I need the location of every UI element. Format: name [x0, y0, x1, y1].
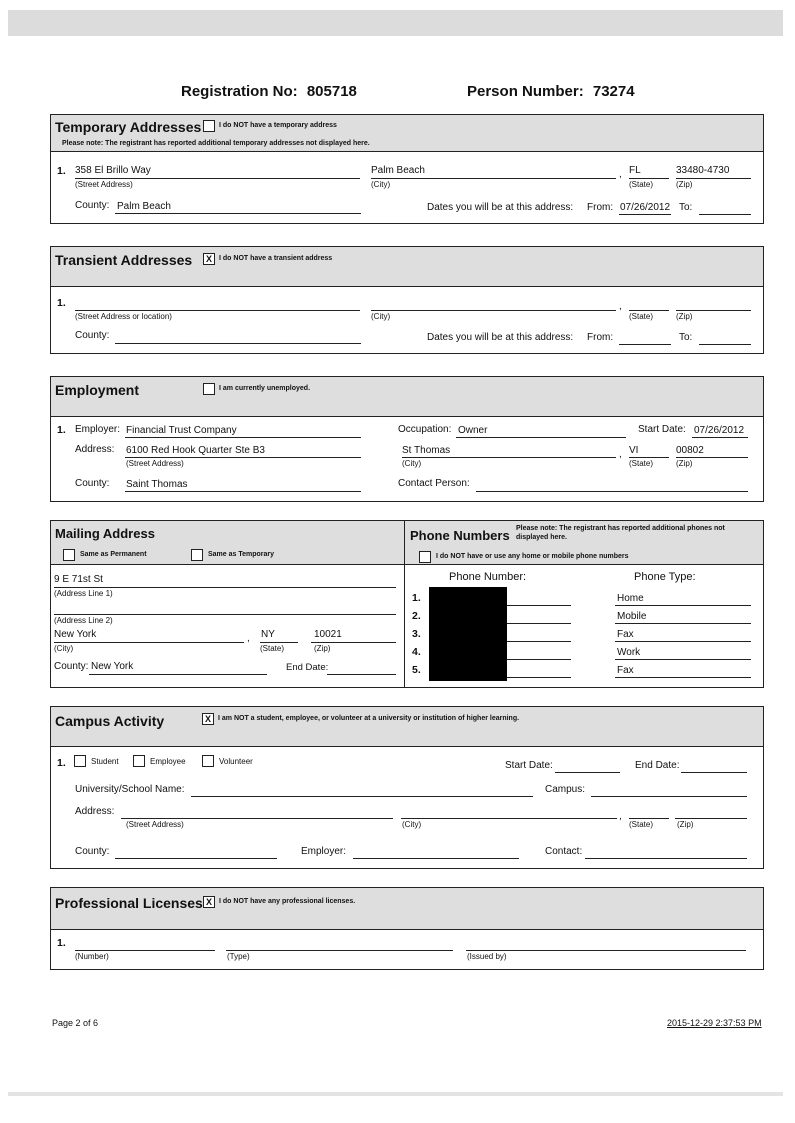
city-label: (City) [54, 644, 74, 653]
zip-label: (Zip) [314, 644, 331, 653]
phone-type-line [615, 623, 751, 624]
from-date-value: 07/26/2012 [620, 202, 671, 213]
entry-number: 1. [57, 165, 66, 177]
occupation-label: Occupation: [398, 424, 452, 435]
school-name-line [191, 796, 533, 797]
checkbox-label: Same as Permanent [80, 551, 147, 558]
city-line [402, 457, 616, 458]
entry-number: 1. [57, 757, 66, 769]
phone-number-line [507, 677, 571, 678]
street-label: (Street Address) [126, 459, 184, 468]
from-label: From: [587, 332, 614, 343]
phone-type-value: Mobile [617, 611, 647, 622]
contact-person-label: Contact Person: [398, 478, 470, 489]
occupation-value: Owner [458, 425, 488, 436]
city-line [401, 818, 617, 819]
professional-licenses-section [50, 887, 764, 970]
start-date-label: Start Date: [638, 424, 686, 435]
employer-line [125, 437, 361, 438]
city-value: New York [54, 629, 97, 640]
phone-type-value: Home [617, 593, 644, 604]
employee-checkbox[interactable] [133, 755, 145, 767]
section-title: Employment [55, 382, 140, 398]
employer-label: Employer: [301, 846, 347, 857]
street-label: (Street Address) [75, 180, 133, 189]
scan-top-band [8, 10, 783, 36]
mailing-phone-section [50, 520, 764, 688]
city-line [54, 642, 244, 643]
dates-label: Dates you will be at this address: [427, 332, 574, 343]
phone-number-line [507, 641, 571, 642]
registration-label: Registration No: [181, 83, 298, 100]
end-date-line [681, 772, 747, 773]
end-date-label: End Date: [286, 662, 329, 673]
school-name-label: University/School Name: [75, 784, 185, 795]
state-label: (State) [629, 820, 654, 829]
no-phone-checkbox[interactable] [419, 551, 431, 563]
county-line [115, 213, 361, 214]
contact-line [585, 858, 747, 859]
state-label: (State) [629, 180, 654, 189]
volunteer-label: Volunteer [219, 757, 253, 766]
phone-numbers-title: Phone Numbers [410, 528, 510, 543]
checkbox-label: I do NOT have or use any home or mobile phone numbers [436, 553, 629, 560]
entry-number: 1. [57, 937, 66, 949]
row-number: 3. [412, 628, 421, 640]
checkbox-label: I do NOT have a transient address [219, 255, 333, 262]
phone-number-line [507, 659, 571, 660]
issued-by-line [466, 950, 746, 951]
street-address-value: 6100 Red Hook Quarter Ste B3 [126, 445, 265, 456]
address-line2-line [54, 614, 396, 615]
address-line2-label: (Address Line 2) [54, 616, 113, 625]
transient-addresses-section [50, 246, 764, 354]
employment-section [50, 376, 764, 502]
column-divider [404, 521, 405, 687]
zip-value: 00802 [676, 445, 704, 456]
entry-number: 1. [57, 297, 66, 309]
phone-type-value: Fax [617, 629, 634, 640]
start-date-line [692, 437, 748, 438]
county-line [125, 491, 361, 492]
phone-type-column-header: Phone Type: [634, 571, 696, 583]
state-label: (State) [260, 644, 285, 653]
license-type-line [226, 950, 453, 951]
street-line [121, 818, 393, 819]
county-line [115, 858, 277, 859]
employer-line [353, 858, 519, 859]
student-checkbox[interactable] [74, 755, 86, 767]
phone-type-line [615, 659, 751, 660]
phone-number-column-header: Phone Number: [449, 571, 527, 583]
row-number: 5. [412, 664, 421, 676]
campus-activity-section [50, 706, 764, 869]
section-note: Please note: The registrant has reported additional temporary addresses not displayed here. [62, 140, 370, 147]
checkbox-label: I do NOT have any professional licenses. [219, 898, 356, 905]
state-line [629, 178, 669, 179]
comma: , [247, 633, 250, 644]
state-line [629, 310, 669, 311]
city-value: St Thomas [402, 445, 451, 456]
contact-person-line [476, 491, 748, 492]
row-number: 2. [412, 610, 421, 622]
comma: , [619, 811, 622, 822]
entry-number: 1. [57, 424, 66, 436]
street-line [75, 310, 360, 311]
to-line [699, 214, 751, 215]
checkbox-label: Same as Temporary [208, 551, 275, 558]
person-value: 73274 [592, 83, 635, 100]
phone-type-value: Fax [617, 665, 634, 676]
end-date-label: End Date: [635, 760, 680, 771]
license-number-line [75, 950, 215, 951]
zip-label: (Zip) [676, 459, 693, 468]
from-label: From: [587, 202, 614, 213]
comma: , [619, 169, 622, 180]
zip-line [675, 818, 747, 819]
address-label: Address: [75, 444, 115, 455]
employer-value: Financial Trust Company [126, 425, 237, 436]
phone-note: Please note: The registrant has reported additional phones not displayed here. [516, 525, 725, 541]
same-as-permanent-checkbox[interactable] [63, 549, 75, 561]
state-value: NY [261, 629, 275, 640]
section-title: Temporary Addresses [55, 119, 202, 135]
street-address-value: 358 El Brillo Way [75, 165, 151, 176]
issued-by-label: (Issued by) [467, 952, 507, 961]
city-label: (City) [402, 820, 422, 829]
street-line [75, 178, 360, 179]
zip-label: (Zip) [677, 820, 694, 829]
zip-line [676, 178, 751, 179]
phone-type-value: Work [617, 647, 641, 658]
not-campus-affiliated-checkbox[interactable]: X [202, 713, 214, 725]
student-label: Student [91, 757, 119, 766]
person-label: Person Number: [467, 83, 584, 100]
temporary-addresses-section [50, 114, 764, 224]
no-transient-address-checkbox[interactable]: X [203, 253, 215, 265]
phone-type-line [615, 641, 751, 642]
section-title: Campus Activity [55, 713, 165, 729]
address-line1-line [54, 587, 396, 588]
section-title: Transient Addresses [55, 252, 193, 268]
same-as-temporary-checkbox[interactable] [191, 549, 203, 561]
street-label: (Street Address) [126, 820, 184, 829]
license-number-label: (Number) [75, 952, 109, 961]
start-date-label: Start Date: [505, 760, 553, 771]
state-label: (State) [629, 459, 654, 468]
city-label: (City) [371, 180, 391, 189]
state-line [260, 642, 298, 643]
redaction-block [429, 587, 507, 681]
print-timestamp: 2015-12-29 2:37:53 PM [667, 1018, 762, 1028]
county-label: County: [75, 330, 110, 341]
employer-label: Employer: [75, 424, 121, 435]
address-label: Address: [75, 806, 115, 817]
street-line [125, 457, 361, 458]
county-label: County: [54, 661, 89, 672]
campus-label: Campus: [545, 784, 586, 795]
zip-label: (Zip) [676, 312, 693, 321]
start-date-value: 07/26/2012 [694, 425, 745, 436]
scan-bottom-band [8, 1092, 783, 1096]
end-date-line [327, 674, 396, 675]
state-value: FL [629, 165, 641, 176]
city-line [371, 178, 616, 179]
employee-label: Employee [150, 757, 186, 766]
comma: , [619, 449, 622, 460]
address-line1-label: (Address Line 1) [54, 589, 113, 598]
street-label: (Street Address or location) [75, 312, 172, 321]
checkbox-label: I do NOT have a temporary address [219, 122, 337, 129]
mailing-address-title: Mailing Address [55, 526, 155, 541]
city-label: (City) [402, 459, 422, 468]
from-line [619, 214, 671, 215]
zip-line [311, 642, 396, 643]
license-type-label: (Type) [227, 952, 250, 961]
address-line1-value: 9 E 71st St [54, 574, 103, 585]
state-line [629, 818, 669, 819]
registration-number [181, 83, 357, 100]
person-number [467, 83, 635, 100]
county-line [89, 674, 267, 675]
state-line [629, 457, 669, 458]
no-temporary-address-checkbox[interactable] [203, 120, 215, 132]
city-value: Palm Beach [371, 165, 425, 176]
county-line [115, 343, 361, 344]
zip-value: 10021 [314, 629, 342, 640]
zip-label: (Zip) [676, 180, 693, 189]
page-number: Page 2 of 6 [52, 1018, 99, 1028]
from-line [619, 344, 671, 345]
row-number: 1. [412, 592, 421, 604]
county-label: County: [75, 846, 110, 857]
phone-type-line [615, 677, 751, 678]
city-line [371, 310, 616, 311]
section-title: Professional Licenses [55, 895, 203, 911]
county-label: County: [75, 478, 110, 489]
checkbox-label: I am currently unemployed. [219, 385, 311, 392]
state-label: (State) [629, 312, 654, 321]
checkbox-label: I am NOT a student, employee, or volunteer at a university or institution of higher learning. [218, 715, 520, 722]
campus-line [591, 796, 747, 797]
volunteer-checkbox[interactable] [202, 755, 214, 767]
county-value: New York [91, 661, 134, 672]
unemployed-checkbox[interactable] [203, 383, 215, 395]
county-label: County: [75, 200, 110, 211]
to-label: To: [679, 332, 693, 343]
to-label: To: [679, 202, 693, 213]
phone-type-line [615, 605, 751, 606]
occupation-line [456, 437, 626, 438]
phone-number-line [507, 605, 571, 606]
county-value: Saint Thomas [126, 479, 188, 490]
to-line [699, 344, 751, 345]
no-licenses-checkbox[interactable]: X [203, 896, 215, 908]
row-number: 4. [412, 646, 421, 658]
phone-number-line [507, 623, 571, 624]
start-date-line [555, 772, 620, 773]
zip-line [676, 310, 751, 311]
state-value: VI [629, 445, 639, 456]
zip-line [676, 457, 748, 458]
section-header [51, 377, 763, 417]
dates-label: Dates you will be at this address: [427, 202, 574, 213]
registration-value: 805718 [306, 83, 357, 100]
county-value: Palm Beach [117, 201, 171, 212]
comma: , [619, 301, 622, 312]
contact-label: Contact: [545, 846, 583, 857]
zip-value: 33480-4730 [676, 165, 730, 176]
city-label: (City) [371, 312, 391, 321]
